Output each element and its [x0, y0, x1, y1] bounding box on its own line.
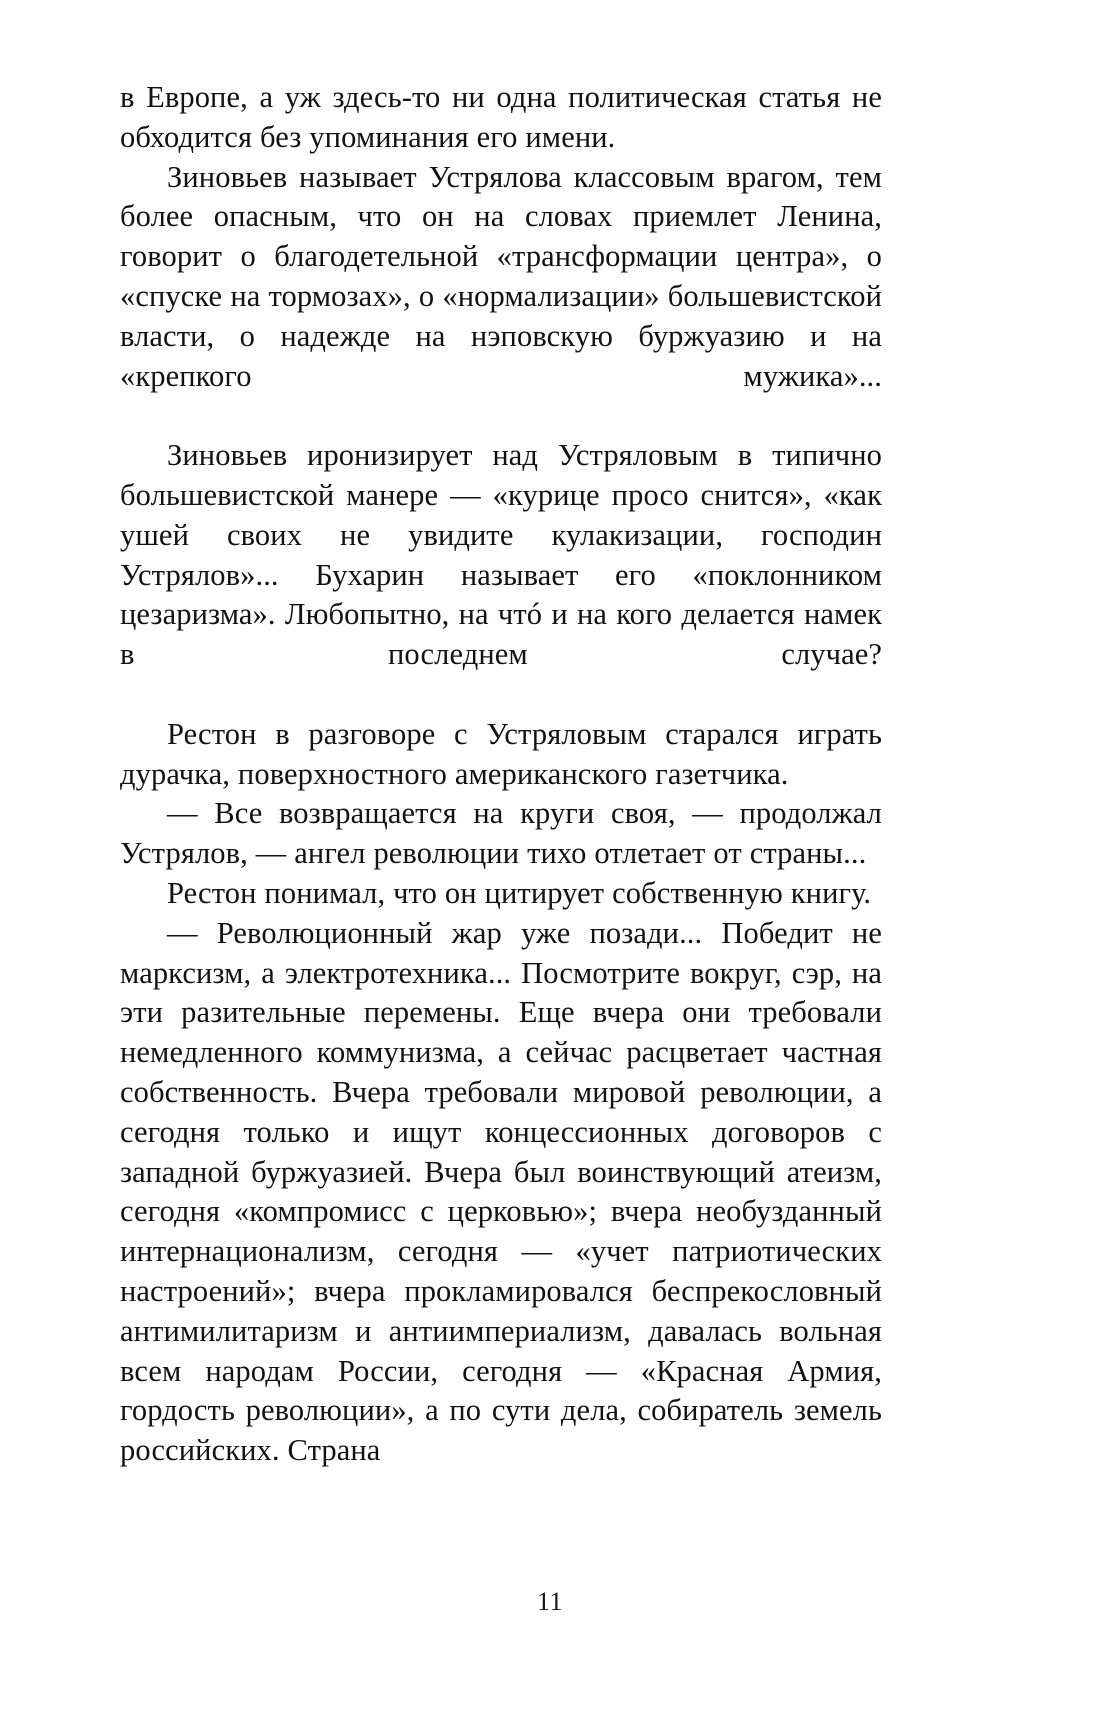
paragraph-3: Зиновьев иронизирует над Устряловым в типично большевистской манере — «курице просо снится», «как ушей своих не увидите кулакизации, господин Устрялов»... Бухарин называет его «поклонником цезаризма». Любопытно, на чтó и на кого делается намек в последнем случае? — [120, 438, 882, 672]
paragraph-2: Зиновьев называет Устрялова классовым врагом, тем более опасным, что он на словах приемлет Ленина, говорит о благодетельной «трансформации центра», о «спуске на тормозах», о «нормализации» большевистской власти, о надежде на нэповскую буржуазию и на «крепкого мужика»... — [120, 159, 882, 393]
page-number: 11 — [536, 1587, 564, 1616]
paragraph-6: Рестон понимал, что он цитирует собственную книгу. — [167, 875, 872, 910]
paragraph-7-dialogue: — Революционный жар уже позади... Победит не марксизм, а электротехника... Посмотрите вокруг, сэр, на эти разительные перемены. Еще вчера они требовали немедленного коммунизма, а сейчас расцветает частная собственность. Вчера требовали мировой революции, а сегодня только и ищут концессионных договоров с западной буржуазией. Вчера был воинствующий атеизм, сегодня «компромисс с церковью»; вчера необузданный интернационализм, сегодня — «учет патриотических настроений»; вчера прокламировался беспрекословный антимилитаризм и антиимпериализм, давалась вольная всем народам России, сегодня — «Красная Армия, гордость революции», а по сути дела, собиратель земель российских. Страна — [120, 915, 882, 1468]
paragraph-1: в Европе, а уж здесь-то ни одна политическая статья не обходится без упоминания его имени. — [120, 80, 882, 154]
page-text-block — [120, 78, 882, 1471]
paragraph-5-dialogue: — Все возвращается на круги своя, — продолжал Устрялов, — ангел революции тихо отлетает от страны... — [120, 796, 882, 871]
paragraph-4: Рестон в разговоре с Устряловым старался играть дурачка, поверхностного американского газетчика. — [120, 716, 882, 791]
